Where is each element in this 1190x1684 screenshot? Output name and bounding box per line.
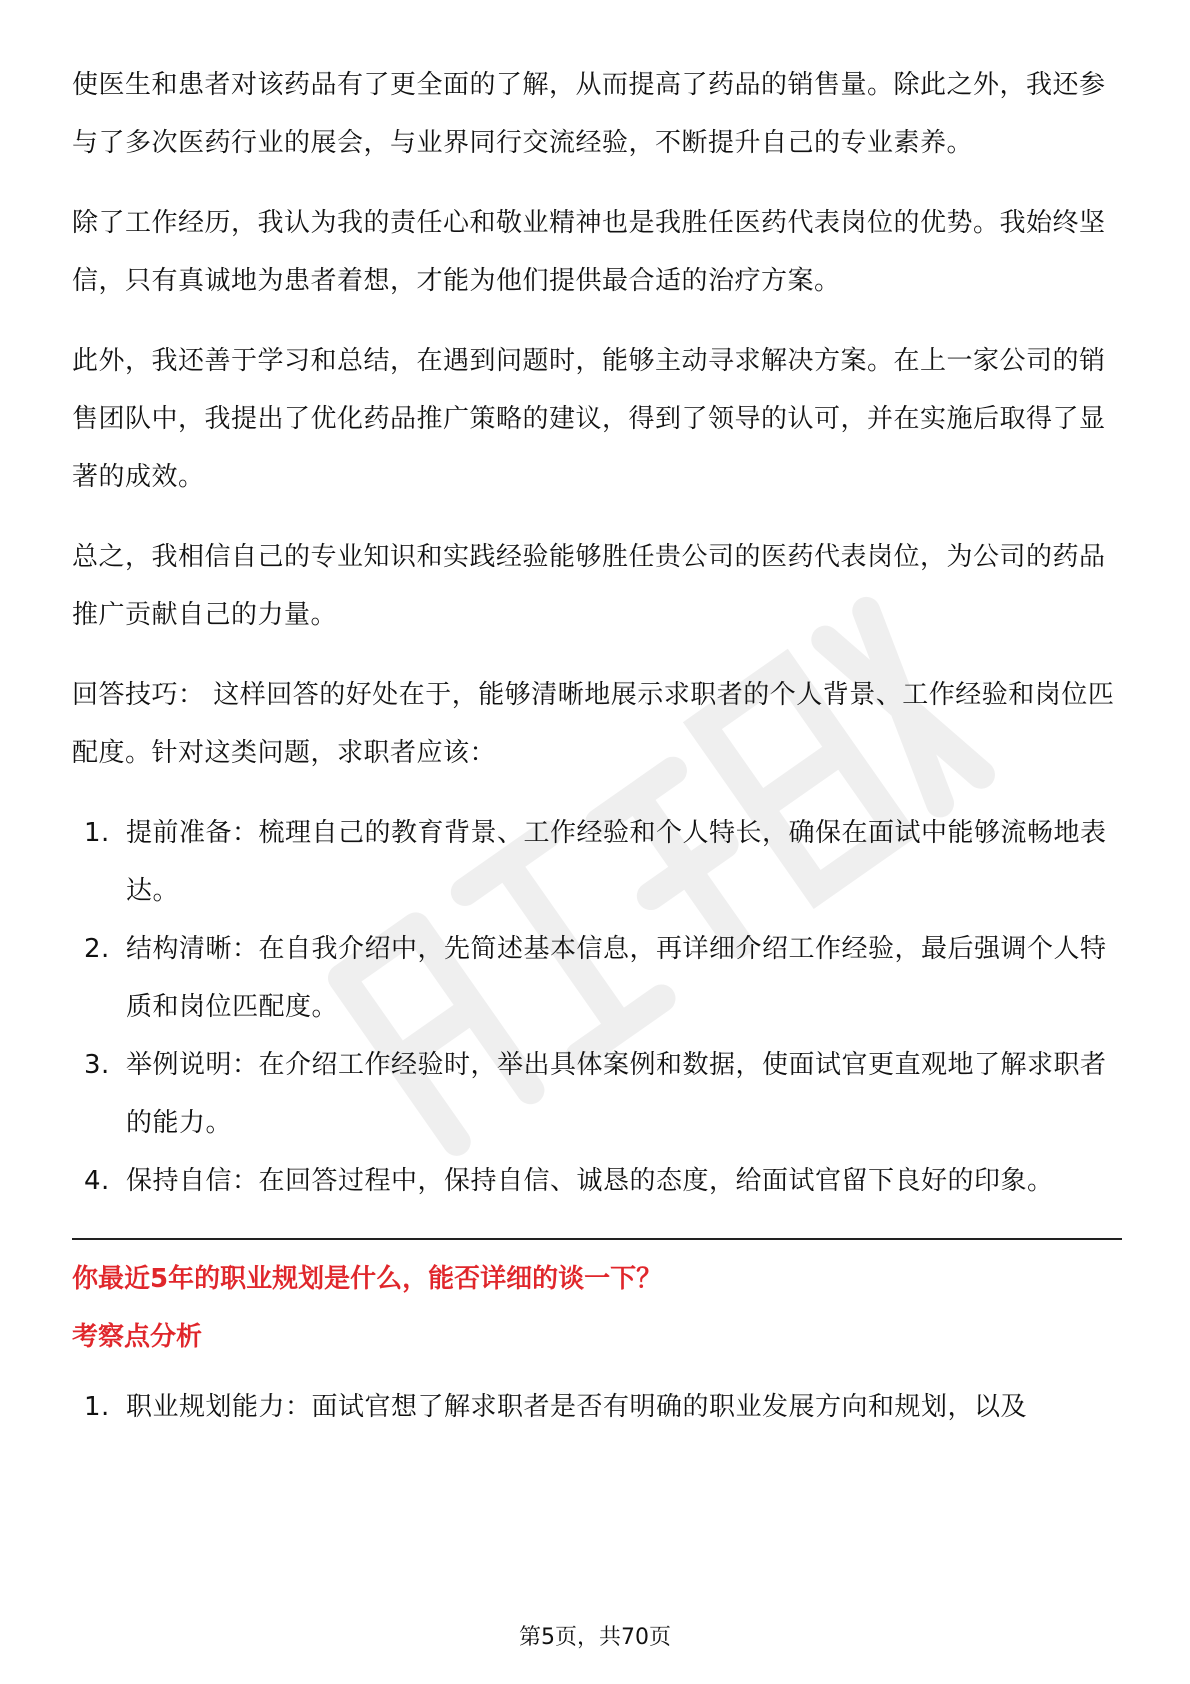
paragraph-1: 使医生和患者对该药品有了更全面的了解，从而提高了药品的销售量。除此之外，我还参与了多次医药行业的展会，与业界同行交流经验，不断提升自己的专业素养。 [72,70,1106,158]
list-number: 4. [84,1166,110,1196]
list-number: 1. [84,818,110,848]
list-item-text: 举例说明：在介绍工作经验时，举出具体案例和数据，使面试官更直观地了解求职者的能力。 [126,1050,1107,1138]
list-item-text: 提前准备：梳理自己的教育背景、工作经验和个人特长，确保在面试中能够流畅地表达。 [126,818,1107,906]
document-body [72,56,1122,1436]
list-item [72,1378,1122,1436]
list-number: 1. [84,1392,110,1422]
tips-list [72,804,1122,1210]
list-item [72,920,1122,1036]
answer-tips-intro: 回答技巧： 这样回答的好处在于，能够清晰地展示求职者的个人背景、工作经验和岗位匹配度。针对这类问题，求职者应该： [72,680,1115,768]
list-item-text: 职业规划能力：面试官想了解求职者是否有明确的职业发展方向和规划，以及 [126,1392,1028,1422]
list-number: 2. [84,934,110,964]
paragraph-2: 除了工作经历，我认为我的责任心和敬业精神也是我胜任医药代表岗位的优势。我始终坚信，只有真诚地为患者着想，才能为他们提供最合适的治疗方案。 [72,208,1106,296]
list-item-text: 结构清晰：在自我介绍中，先简述基本信息，再详细介绍工作经验，最后强调个人特质和岗位匹配度。 [126,934,1107,1022]
question-subtitle: 考察点分析 [72,1322,203,1352]
list-item-text: 保持自信：在回答过程中，保持自信、诚恳的态度，给面试官留下良好的印象。 [126,1166,1054,1196]
list-number: 3. [84,1050,110,1080]
paragraph-4: 总之，我相信自己的专业知识和实践经验能够胜任贵公司的医药代表岗位，为公司的药品推广贡献自己的力量。 [72,542,1106,630]
section-divider [72,1238,1122,1240]
page-footer: 第5页，共70页 [519,1625,671,1650]
paragraph-3: 此外，我还善于学习和总结，在遇到问题时，能够主动寻求解决方案。在上一家公司的销售团队中，我提出了优化药品推广策略的建议，得到了领导的认可，并在实施后取得了显著的成效。 [72,346,1106,492]
list-item [72,1036,1122,1152]
analysis-list [72,1378,1122,1436]
list-item [72,804,1122,920]
question-title: 你最近5年的职业规划是什么，能否详细的谈一下？ [72,1264,663,1294]
list-item [72,1152,1122,1210]
